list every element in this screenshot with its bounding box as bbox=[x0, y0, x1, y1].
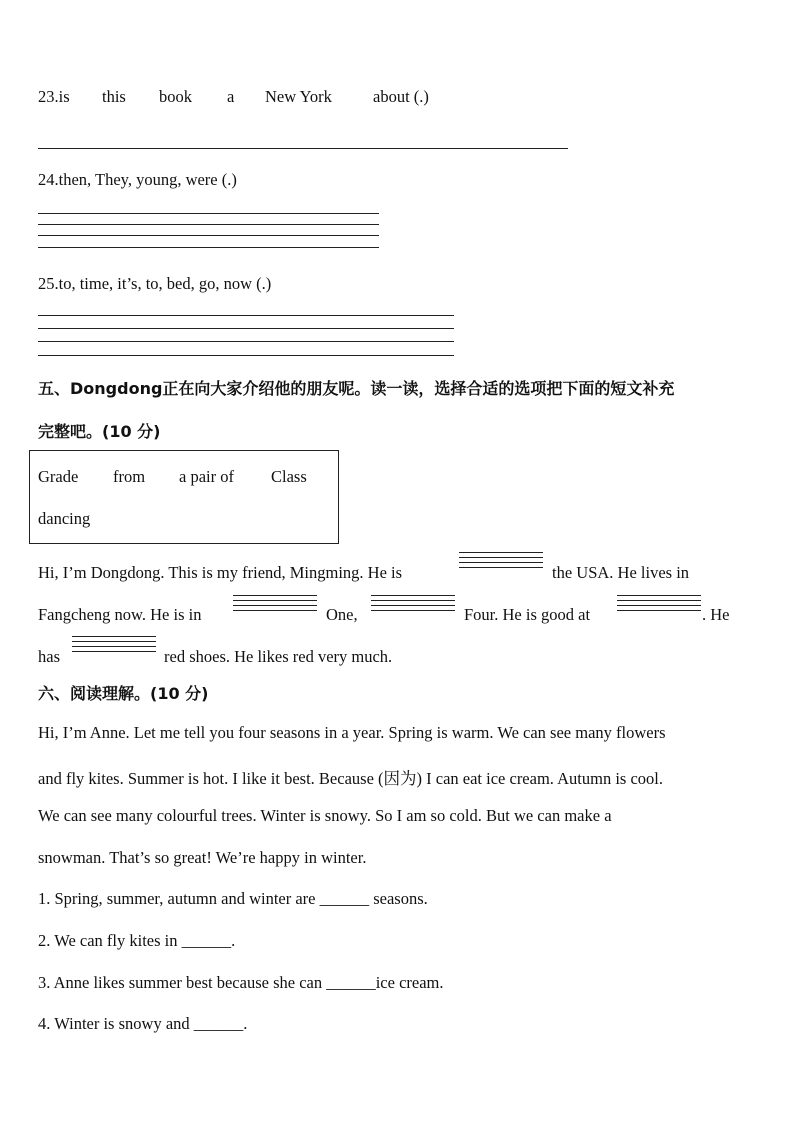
section6-title: 六、阅读理解。(10 分) bbox=[38, 684, 209, 703]
passage5-text: Four. He is good at bbox=[464, 605, 591, 624]
passage5-text: Hi, I’m Dongdong. This is my friend, Mingming. He is bbox=[38, 563, 403, 582]
word-option: Class bbox=[271, 467, 307, 486]
reading-question: 1. Spring, summer, autumn and winter are ______ seasons. bbox=[38, 889, 428, 908]
passage5-text: the USA. He lives in bbox=[552, 563, 690, 582]
reading-question: 4. Winter is snowy and ______. bbox=[38, 1014, 248, 1033]
q23-word: this bbox=[102, 87, 126, 106]
reading-passage-line: and fly kites. Summer is hot. I like it best. Because (因为) I can eat ice cream. Autumn is cool. bbox=[38, 769, 664, 788]
passage5-text: has bbox=[38, 647, 60, 666]
word-option: Grade bbox=[38, 467, 79, 486]
fill-blank[interactable] bbox=[72, 636, 156, 658]
word-option: from bbox=[113, 467, 146, 486]
reading-question: 3. Anne likes summer best because she can ______ice cream. bbox=[38, 973, 444, 992]
word-option: dancing bbox=[38, 509, 91, 528]
q25-prompt: 25.to, time, it’s, to, bed, go, now (.) bbox=[38, 274, 272, 293]
fill-blank[interactable] bbox=[371, 595, 455, 617]
reading-passage-line: Hi, I’m Anne. Let me tell you four seasons in a year. Spring is warm. We can see many flowers bbox=[38, 723, 666, 742]
section5-title-cont: 完整吧。(10 分) bbox=[38, 422, 161, 441]
passage5-text: . He bbox=[702, 605, 730, 624]
q23-answer-line[interactable] bbox=[38, 148, 568, 149]
passage5-text: Fangcheng now. He is in bbox=[38, 605, 202, 624]
q23-word: a bbox=[227, 87, 235, 106]
q23-word: about (.) bbox=[373, 87, 429, 106]
q23-word: book bbox=[159, 87, 192, 106]
reading-passage-line: We can see many colourful trees. Winter is snowy. So I am so cold. But we can make a bbox=[38, 806, 612, 825]
reading-passage-line: snowman. That’s so great! We’re happy in winter. bbox=[38, 848, 367, 867]
passage5-text: One, bbox=[326, 605, 358, 624]
fill-blank[interactable] bbox=[459, 552, 543, 574]
fill-blank[interactable] bbox=[233, 595, 317, 617]
q24-prompt: 24.then, They, young, were (.) bbox=[38, 170, 237, 189]
q23-word: New York bbox=[265, 87, 332, 106]
word-bank-box bbox=[29, 450, 339, 544]
word-option: a pair of bbox=[179, 467, 234, 486]
passage5-text: red shoes. He likes red very much. bbox=[164, 647, 393, 666]
reading-question: 2. We can fly kites in ______. bbox=[38, 931, 236, 950]
section5-title: 五、Dongdong正在向大家介绍他的朋友呢。读一读，选择合适的选项把下面的短文补充 bbox=[38, 379, 675, 398]
q23-number: 23.is bbox=[38, 87, 70, 106]
fill-blank[interactable] bbox=[617, 595, 701, 617]
